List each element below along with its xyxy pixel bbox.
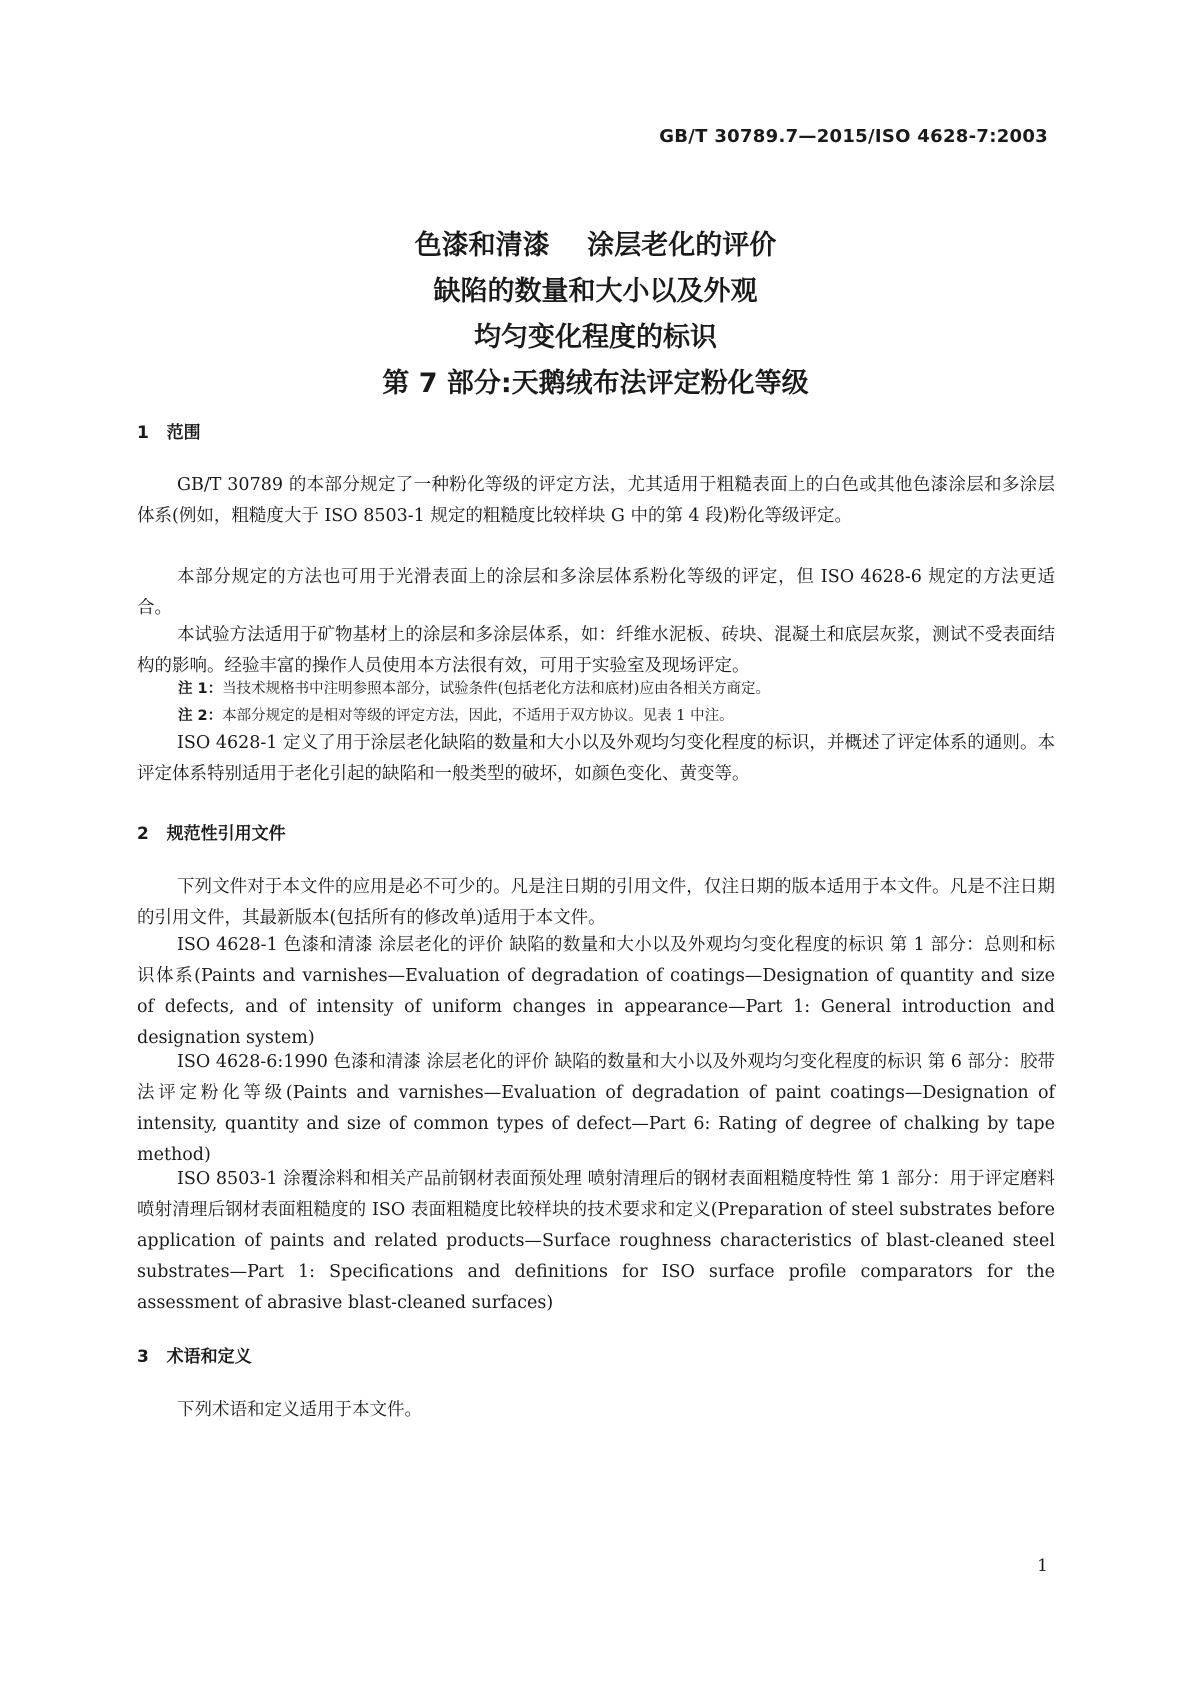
note-2-label: 注 2： bbox=[178, 708, 223, 724]
section-1-paragraph-2: 本部分规定的方法也可用于光滑表面上的涂层和多涂层体系粉化等级的评定，但 ISO 4628-6 规定的方法更适合。 bbox=[137, 567, 1055, 618]
reference-iso-8503-1: ISO 8503-1 涂覆涂料和相关产品前钢材表面预处理 喷射清理后的钢材表面粗糙度特性 第 1 部分：用于评定磨料喷射清理后钢材表面粗糙度的 ISO 表面粗糙度比较样块的技术要求和定义(Preparation of steel substrates before application of paints and related products—Surface roughness characteristics of blast-cleaned steel substrates—Part 1: Specifications and definitions for ISO surface profile comparators for the assessment of abrasive blast-cleaned surfaces) bbox=[137, 1169, 1055, 1313]
section-2-paragraph-1: 下列文件对于本文件的应用是必不可少的。凡是注日期的引用文件，仅注日期的版本适用于本文件。凡是不注日期的引用文件，其最新版本(包括所有的修改单)适用于本文件。 bbox=[137, 877, 1055, 928]
note-2 bbox=[178, 705, 1055, 727]
note-1-label: 注 1： bbox=[178, 681, 223, 697]
title-line-2: 缺陷的数量和大小以及外观 bbox=[433, 276, 758, 307]
note-1 bbox=[178, 678, 1055, 700]
section-1-paragraph-1: GB/T 30789 的本部分规定了一种粉化等级的评定方法，尤其适用于粗糙表面上的白色或其他色漆涂层和多涂层体系(例如，粗糙度大于 ISO 8503-1 规定的粗糙度比较样块 G 中的第 4 段)粉化等级评定。 bbox=[137, 475, 1055, 526]
section-1-paragraph-4: ISO 4628-1 定义了用于涂层老化缺陷的数量和大小以及外观均匀变化程度的标识，并概述了评定体系的通则。本评定体系特别适用于老化引起的缺陷和一般类型的破坏，如颜色变化、黄变等。 bbox=[137, 733, 1055, 784]
title-line-3: 均匀变化程度的标识 bbox=[474, 322, 717, 353]
standard-code: GB/T 30789.7—2015/ISO 4628-7:2003 bbox=[659, 126, 1048, 147]
title-line-1: 色漆和清漆 涂层老化的评价 bbox=[414, 230, 777, 261]
reference-iso-4628-1: ISO 4628-1 色漆和清漆 涂层老化的评价 缺陷的数量和大小以及外观均匀变化程度的标识 第 1 部分：总则和标识体系(Paints and varnishes—Evaluation of degradation of coatings—Designation of quantity and size of defects, and of intensity of uniform changes in appearance—Part 1: General introduction and designation system) bbox=[137, 935, 1055, 1048]
note-2-text: 本部分规定的是相对等级的评定方法，因此，不适用于双方协议。见表 1 中注。 bbox=[222, 708, 734, 724]
reference-iso-4628-6: ISO 4628-6:1990 色漆和清漆 涂层老化的评价 缺陷的数量和大小以及外观均匀变化程度的标识 第 6 部分：胶带法评定粉化等级(Paints and varnishes—Evaluation of degradation of paint coatings—Designation of intensity, quantity and size of common types of defect—Part 6: Rating of degree of chalking by tape method) bbox=[137, 1052, 1055, 1165]
note-1-text: 当技术规格书中注明参照本部分，试验条件(包括老化方法和底材)应由各相关方商定。 bbox=[222, 681, 770, 697]
document-title bbox=[0, 223, 1191, 407]
section-3-heading: 3 术语和定义 bbox=[137, 1347, 252, 1367]
section-2-heading: 2 规范性引用文件 bbox=[137, 824, 286, 844]
section-3-paragraph-1: 下列术语和定义适用于本文件。 bbox=[177, 1400, 422, 1420]
title-line-4: 第 7 部分:天鹅绒布法评定粉化等级 bbox=[382, 368, 809, 399]
page-number: 1 bbox=[1037, 1556, 1048, 1576]
section-1-paragraph-3: 本试验方法适用于矿物基材上的涂层和多涂层体系，如：纤维水泥板、砖块、混凝土和底层灰浆，测试不受表面结构的影响。经验丰富的操作人员使用本方法很有效，可用于实验室及现场评定。 bbox=[137, 625, 1055, 676]
section-1-heading: 1 范围 bbox=[137, 423, 201, 443]
